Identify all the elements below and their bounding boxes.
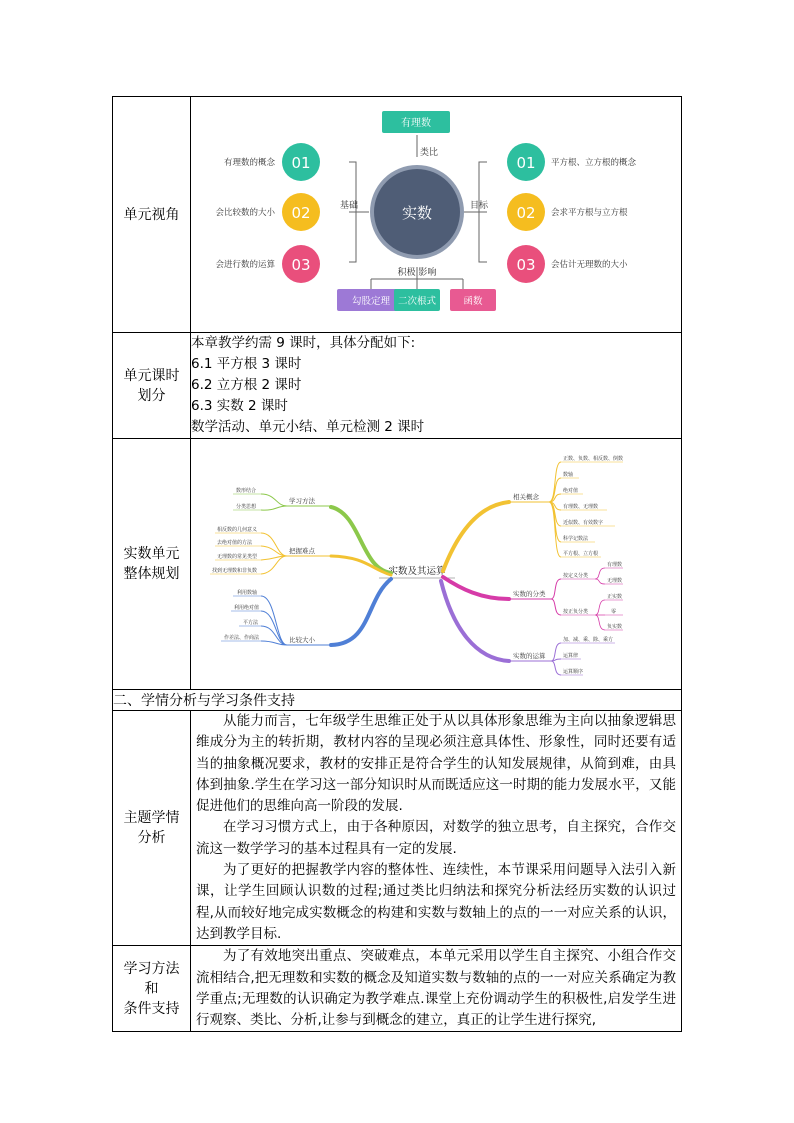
classification-sub-1: 按定义分类	[563, 573, 589, 579]
right-item-1	[507, 143, 637, 181]
concepts-item-4: 有理数、无理数	[563, 504, 599, 510]
difficulties-item-2: 去绝对值的方法	[217, 540, 253, 546]
branch-yellow-left	[331, 556, 391, 575]
unit-plan-label: 实数单元 整体规划	[113, 439, 191, 690]
unit-hours-label: 单元课时 划分	[113, 333, 191, 439]
methods-item-2: 分类思想	[236, 504, 257, 510]
compare-item-2: 利用绝对值	[234, 605, 260, 611]
branch-title-difficulties: 把握难点	[289, 547, 315, 555]
edge-label-influence: 积极 影响	[397, 268, 437, 278]
unit-plan-mindmap	[191, 439, 680, 685]
hours-line-4: 6.3 实数 2 课时	[191, 398, 288, 414]
unit-hours-row	[113, 333, 682, 439]
difficulties-item-3: 无理数的常见类型	[217, 554, 258, 560]
branch-title-compare: 比较大小	[289, 636, 315, 644]
right-item-3	[507, 245, 628, 283]
operations-item-1: 加、减、乘、除、乘方	[563, 637, 614, 643]
section-2-row	[113, 690, 682, 711]
operations-item-3: 运算顺序	[563, 669, 584, 675]
unit-view-diagram-cell	[191, 97, 682, 333]
svg-text:01: 01	[291, 154, 311, 172]
right-item-2	[507, 193, 628, 231]
top-box-label: 有理数	[401, 118, 431, 129]
hours-line-5: 数学活动、单元小结、单元检测 2 课时	[191, 419, 425, 435]
svg-text:03: 03	[516, 256, 536, 274]
difficulties-item-1: 相反数的几何意义	[217, 527, 258, 533]
analysis-paragraph-2: 在学习习惯方式上，由于各种原因，对数学的独立思考，自主探究，合作交流这一数学学习的基本过程具有一定的发展.	[196, 819, 676, 857]
unit-plan-row	[113, 439, 682, 690]
svg-text:会求平方根与立方根: 会求平方根与立方根	[551, 208, 628, 218]
unit-hours-content	[191, 333, 682, 439]
unit-view-diagram	[191, 97, 680, 325]
lesson-plan-table	[112, 96, 682, 1032]
support-content	[191, 946, 682, 1032]
hours-line-1: 本章教学约需 9 课时，具体分配如下:	[191, 335, 416, 351]
branch-green	[331, 507, 391, 573]
hours-line-3: 6.2 立方根 2 课时	[191, 377, 302, 393]
branch-title-methods: 学习方法	[289, 497, 315, 505]
support-row	[113, 946, 682, 1032]
branch-title-concepts: 相关概念	[513, 493, 539, 501]
analysis-content	[191, 711, 682, 946]
branch-yellow-right	[443, 502, 509, 571]
svg-text:会进行数的运算: 会进行数的运算	[215, 260, 275, 270]
operations-item-2: 运算律	[563, 653, 579, 659]
svg-text:03: 03	[291, 256, 311, 274]
unit-view-label: 单元视角	[113, 97, 191, 333]
svg-text:会比较数的大小: 会比较数的大小	[215, 208, 275, 218]
unit-plan-mindmap-cell	[191, 439, 682, 690]
concepts-item-5: 近似数、有效数字	[563, 520, 604, 526]
concepts-item-3: 绝对值	[563, 488, 579, 494]
concepts-item-7: 平方根、立方根	[563, 551, 599, 557]
compare-item-1: 利用数轴	[237, 590, 258, 596]
concepts-item-6: 科学记数法	[563, 536, 589, 542]
difficulties-item-4: 找到无理数和非负数	[212, 568, 258, 574]
support-label: 学习方法 和 条件支持	[113, 946, 191, 1032]
svg-text:02: 02	[516, 204, 536, 222]
analysis-paragraph-3: 为了更好的把握教学内容的整体性、连续性，本节课采用问题导入法引入新课，让学生回顾认识数的过程;通过类比归纳法和探究分析法经历实数的认识过程,从而较好地完成实数概念的构建和实数与数轴上的点的一一对应关系的认识，达到教学目标.	[196, 862, 676, 942]
branch-title-operations: 实数的运算	[513, 652, 546, 660]
center-label: 实数	[401, 204, 433, 222]
branch-blue	[331, 579, 391, 645]
svg-text:平方根、立方根的概念: 平方根、立方根的概念	[551, 158, 637, 168]
svg-text:01: 01	[516, 154, 536, 172]
methods-item-1: 数形结合	[236, 488, 257, 494]
bottom-box-label-2: 二次根式	[397, 296, 437, 307]
analysis-label: 主题学情 分析	[113, 711, 191, 946]
edge-label-goal: 目标	[469, 201, 489, 211]
mindmap-center: 实数及其运算	[388, 566, 446, 577]
left-item-2	[215, 193, 320, 231]
svg-text:有理数的概念: 有理数的概念	[223, 158, 275, 168]
bottom-box-label-3: 函数	[463, 296, 483, 307]
branch-title-classification: 实数的分类	[513, 590, 546, 598]
classification-item-positive: 正实数	[607, 594, 623, 600]
edge-label-basis: 基础	[339, 201, 359, 211]
left-item-3	[215, 245, 320, 283]
classification-item-zero: 零	[611, 609, 617, 615]
unit-view-row	[113, 97, 682, 333]
left-item-1	[224, 143, 320, 181]
classification-item-negative: 负实数	[607, 624, 623, 630]
svg-text:02: 02	[291, 204, 311, 222]
compare-item-4: 作差法、作商法	[224, 635, 260, 641]
edge-label-analogy: 类比	[419, 148, 439, 158]
support-paragraph: 为了有效地突出重点、突破难点，本单元采用以学生自主探究、小组合作交流相结合,把无理数和实数的概念及知道实数与数轴的点的一一对应关系确定为教学重点;无理数的认识确定为教学难点.课堂上充份调动学生的积极性,启发学生进行观察、类比、分析,让参与到概念的建立，真正的让学生进行探究,	[196, 948, 676, 1029]
branch-magenta	[443, 577, 509, 599]
analysis-row	[113, 711, 682, 946]
classification-item-irrational: 无理数	[607, 578, 623, 584]
hours-line-2: 6.1 平方根 3 课时	[191, 356, 302, 372]
concepts-item-1: 正数、负数、相反数、倒数	[563, 456, 624, 462]
classification-item-rational: 有理数	[607, 562, 623, 568]
svg-text:会估计无理数的大小: 会估计无理数的大小	[551, 260, 628, 270]
concepts-item-2: 数轴	[563, 472, 574, 478]
analysis-paragraph-1: 从能力而言，七年级学生思维正处于从以具体形象思维为主向以抽象逻辑思维成分为主的转折期，教材内容的呈现必须注意具体性、形象性，同时还要有适当的抽象概况要求，教材的安排正是符合学生的认知发展规律，从简到难，由具体到抽象.学生在学习这一部分知识时从而既适应这一时期的能力发展水平，又能促进他们的思维向高一阶段的发展.	[196, 713, 676, 815]
classification-sub-2: 按正负分类	[563, 609, 589, 615]
section-2-title: 二、学情分析与学习条件支持	[113, 690, 682, 711]
compare-item-3: 平方法	[243, 620, 259, 626]
bottom-box-label-1: 勾股定理	[351, 296, 391, 307]
